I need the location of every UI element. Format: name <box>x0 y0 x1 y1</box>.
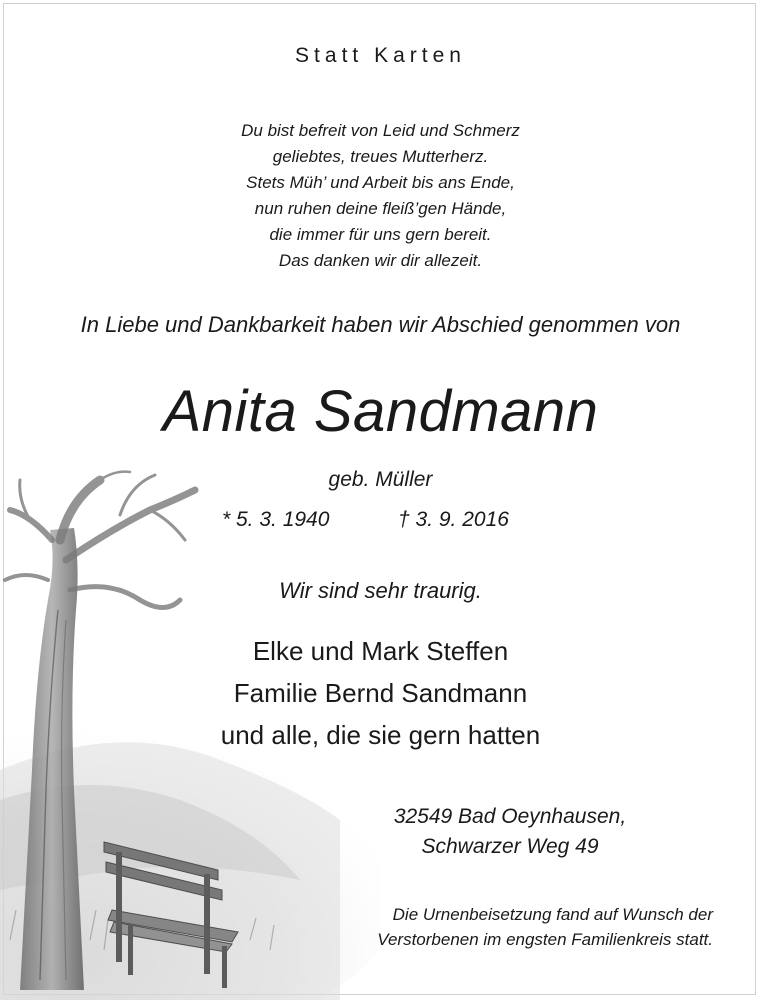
mourner-line: Familie Bernd Sandmann <box>233 678 528 708</box>
poem <box>0 118 761 274</box>
death-date: † 3. 9. 2016 <box>398 508 509 531</box>
address <box>360 802 660 862</box>
deceased-name: Anita Sandmann <box>162 379 599 444</box>
maiden-name: geb. Müller <box>328 468 433 491</box>
birth-date: * 5. 3. 1940 <box>222 508 330 531</box>
burial-note-line-1: Die Urnenbeisetzung fand auf Wunsch der <box>392 905 713 924</box>
statt-karten-heading: Statt Karten <box>295 44 466 67</box>
mourners-list <box>0 630 761 756</box>
address-line-1: 32549 Bad Oeynhausen, <box>393 805 627 828</box>
mourner-line: Elke und Mark Steffen <box>252 636 509 666</box>
sadness-line: Wir sind sehr traurig. <box>279 578 482 603</box>
mourner-line: und alle, die sie gern hatten <box>220 720 541 750</box>
poem-line: nun ruhen deine fleiß’gen Hände, <box>254 199 507 218</box>
poem-line: die immer für uns gern bereit. <box>269 225 492 244</box>
address-line-2: Schwarzer Weg 49 <box>421 835 599 858</box>
farewell-intro: In Liebe und Dankbarkeit haben wir Abschied genommen von <box>80 312 681 337</box>
poem-line: Du bist befreit von Leid und Schmerz <box>241 121 520 140</box>
poem-line: geliebtes, treues Mutterherz. <box>272 147 489 166</box>
poem-line: Das danken wir dir allezeit. <box>278 251 483 270</box>
burial-note-line-2: Verstorbenen im engsten Familienkreis statt. <box>377 930 713 949</box>
poem-line: Stets Müh’ und Arbeit bis ans Ende, <box>246 173 515 192</box>
burial-note <box>377 902 713 952</box>
